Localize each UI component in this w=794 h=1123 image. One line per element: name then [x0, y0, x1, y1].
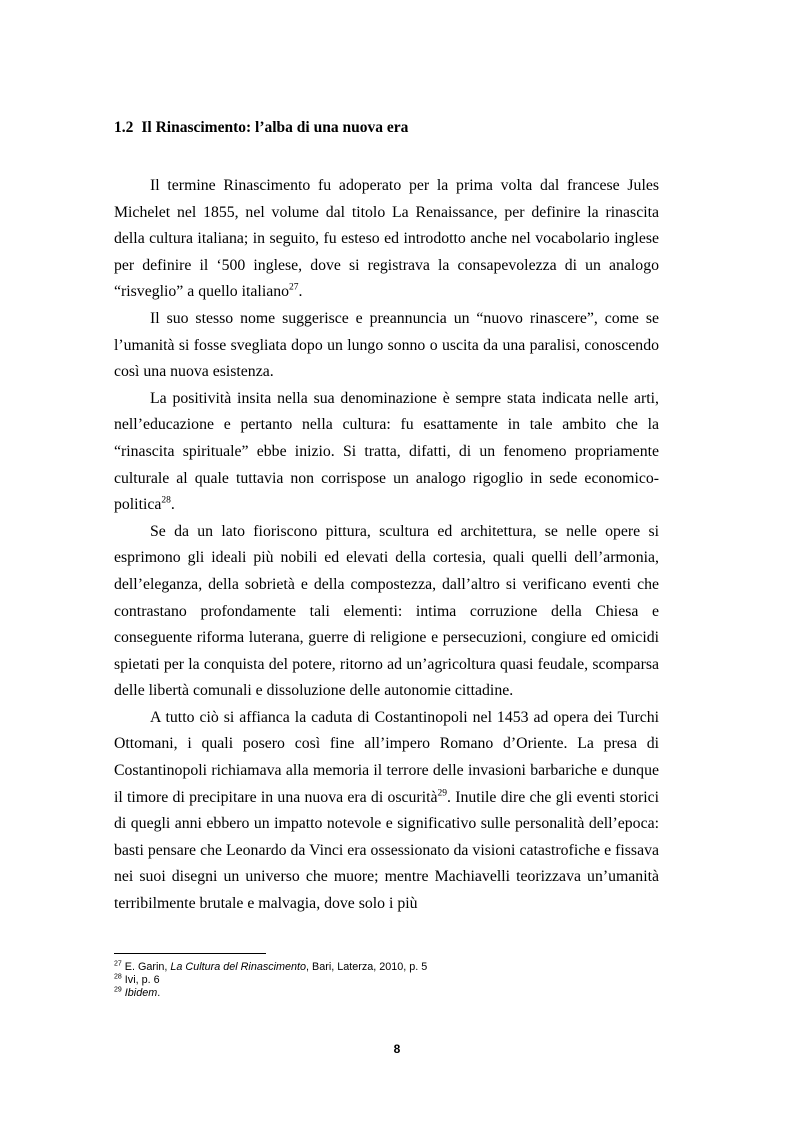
footnote-number: 29 — [114, 986, 122, 994]
footnote-number: 27 — [114, 960, 122, 968]
paragraph: La positività insita nella sua denominazione è sempre stata indicata nelle arti, nell’educazione e pertanto nella cultura: fu esattamente in tale ambito che la “rinascita spirituale” ebbe inizio. Si tratta, difatti, di un fenomeno propriamente culturale al quale tuttavia non corrispose un analogo rigoglio in sede economico-politica$^{28}$. — [114, 389, 659, 514]
footnote: $^{29}$ Ibidem. — [114, 986, 161, 999]
footnote-separator — [114, 953, 266, 954]
footnote-ref[interactable]: 28 — [161, 495, 171, 506]
footnote: $^{28}$ Ivi, p. 6 — [114, 973, 160, 986]
paragraph: A tutto ciò si affianca la caduta di Costantinopoli nel 1453 ad opera dei Turchi Ottomani, i quali posero così fine all’impero Romano d’Oriente. La presa di Costantinopoli richiamava alla memoria il terrore delle invasioni barbariche e dunque il timore di precipitare in una nuova era di oscurità$^{29}$. Inutile dire che gli eventi storici di quegli anni ebbero un impatto notevole e significativo sulle personalità dell’epoca: basti pensare che Leonardo da Vinci era ossessionato da visioni catastrofiche e fissava nei suoi disegni un universo che muore; mentre Machiavelli teorizzava un’umanità terribilmente brutale e malvagia, dove solo i più — [114, 708, 659, 913]
paragraph: Se da un lato fioriscono pittura, scultura ed architettura, se nelle opere si esprimono gli ideali più nobili ed elevati della cortesia, quali quelli dell’armonia, dell’eleganza, della sobrietà e della compostezza, dall’altro si verificano eventi che contrastano profondamente tali elementi: intima corruzione della Chiesa e conseguente riforma luterana, guerre di religione e persecuzioni, congiure ed omicidi spietati per la conquista del potere, ritorno ad un’agricoltura quasi feudale, scomparsa delle libertà comunali e dissoluzione delle autonomie cittadine. — [114, 522, 659, 700]
footnote-number: 28 — [114, 973, 122, 981]
section-title: Il Rinascimento: l’alba di una nuova era — [141, 119, 409, 136]
footnotes — [114, 961, 659, 1000]
body-text — [114, 173, 659, 918]
page-number: 8 — [393, 1042, 401, 1056]
paragraph: Il termine Rinascimento fu adoperato per la prima volta dal francese Jules Michelet nel 1855, nel volume dal titolo La Renaissance, per definire la rinascita della cultura italiana; in seguito, fu esteso ed introdotto anche nel vocabolario inglese per definire il ‘500 inglese, dove si registrava la consapevolezza di un analogo “risveglio” a quello italiano$^{27}$. — [114, 177, 659, 301]
section-number: 1.2 — [114, 119, 134, 136]
footnote-ref[interactable]: 29 — [437, 788, 447, 799]
footnote-ref[interactable]: 27 — [289, 283, 299, 294]
footnote: $^{27}$ E. Garin, La Cultura del Rinascimento, Bari, Laterza, 2010, p. 5 — [114, 960, 428, 973]
paragraph: Il suo stesso nome suggerisce e preannuncia un “nuovo rinascere”, come se l’umanità si fosse svegliata dopo un lungo sonno o uscita da una paralisi, conoscendo così una nuova esistenza. — [114, 309, 659, 381]
section-heading — [114, 118, 408, 138]
